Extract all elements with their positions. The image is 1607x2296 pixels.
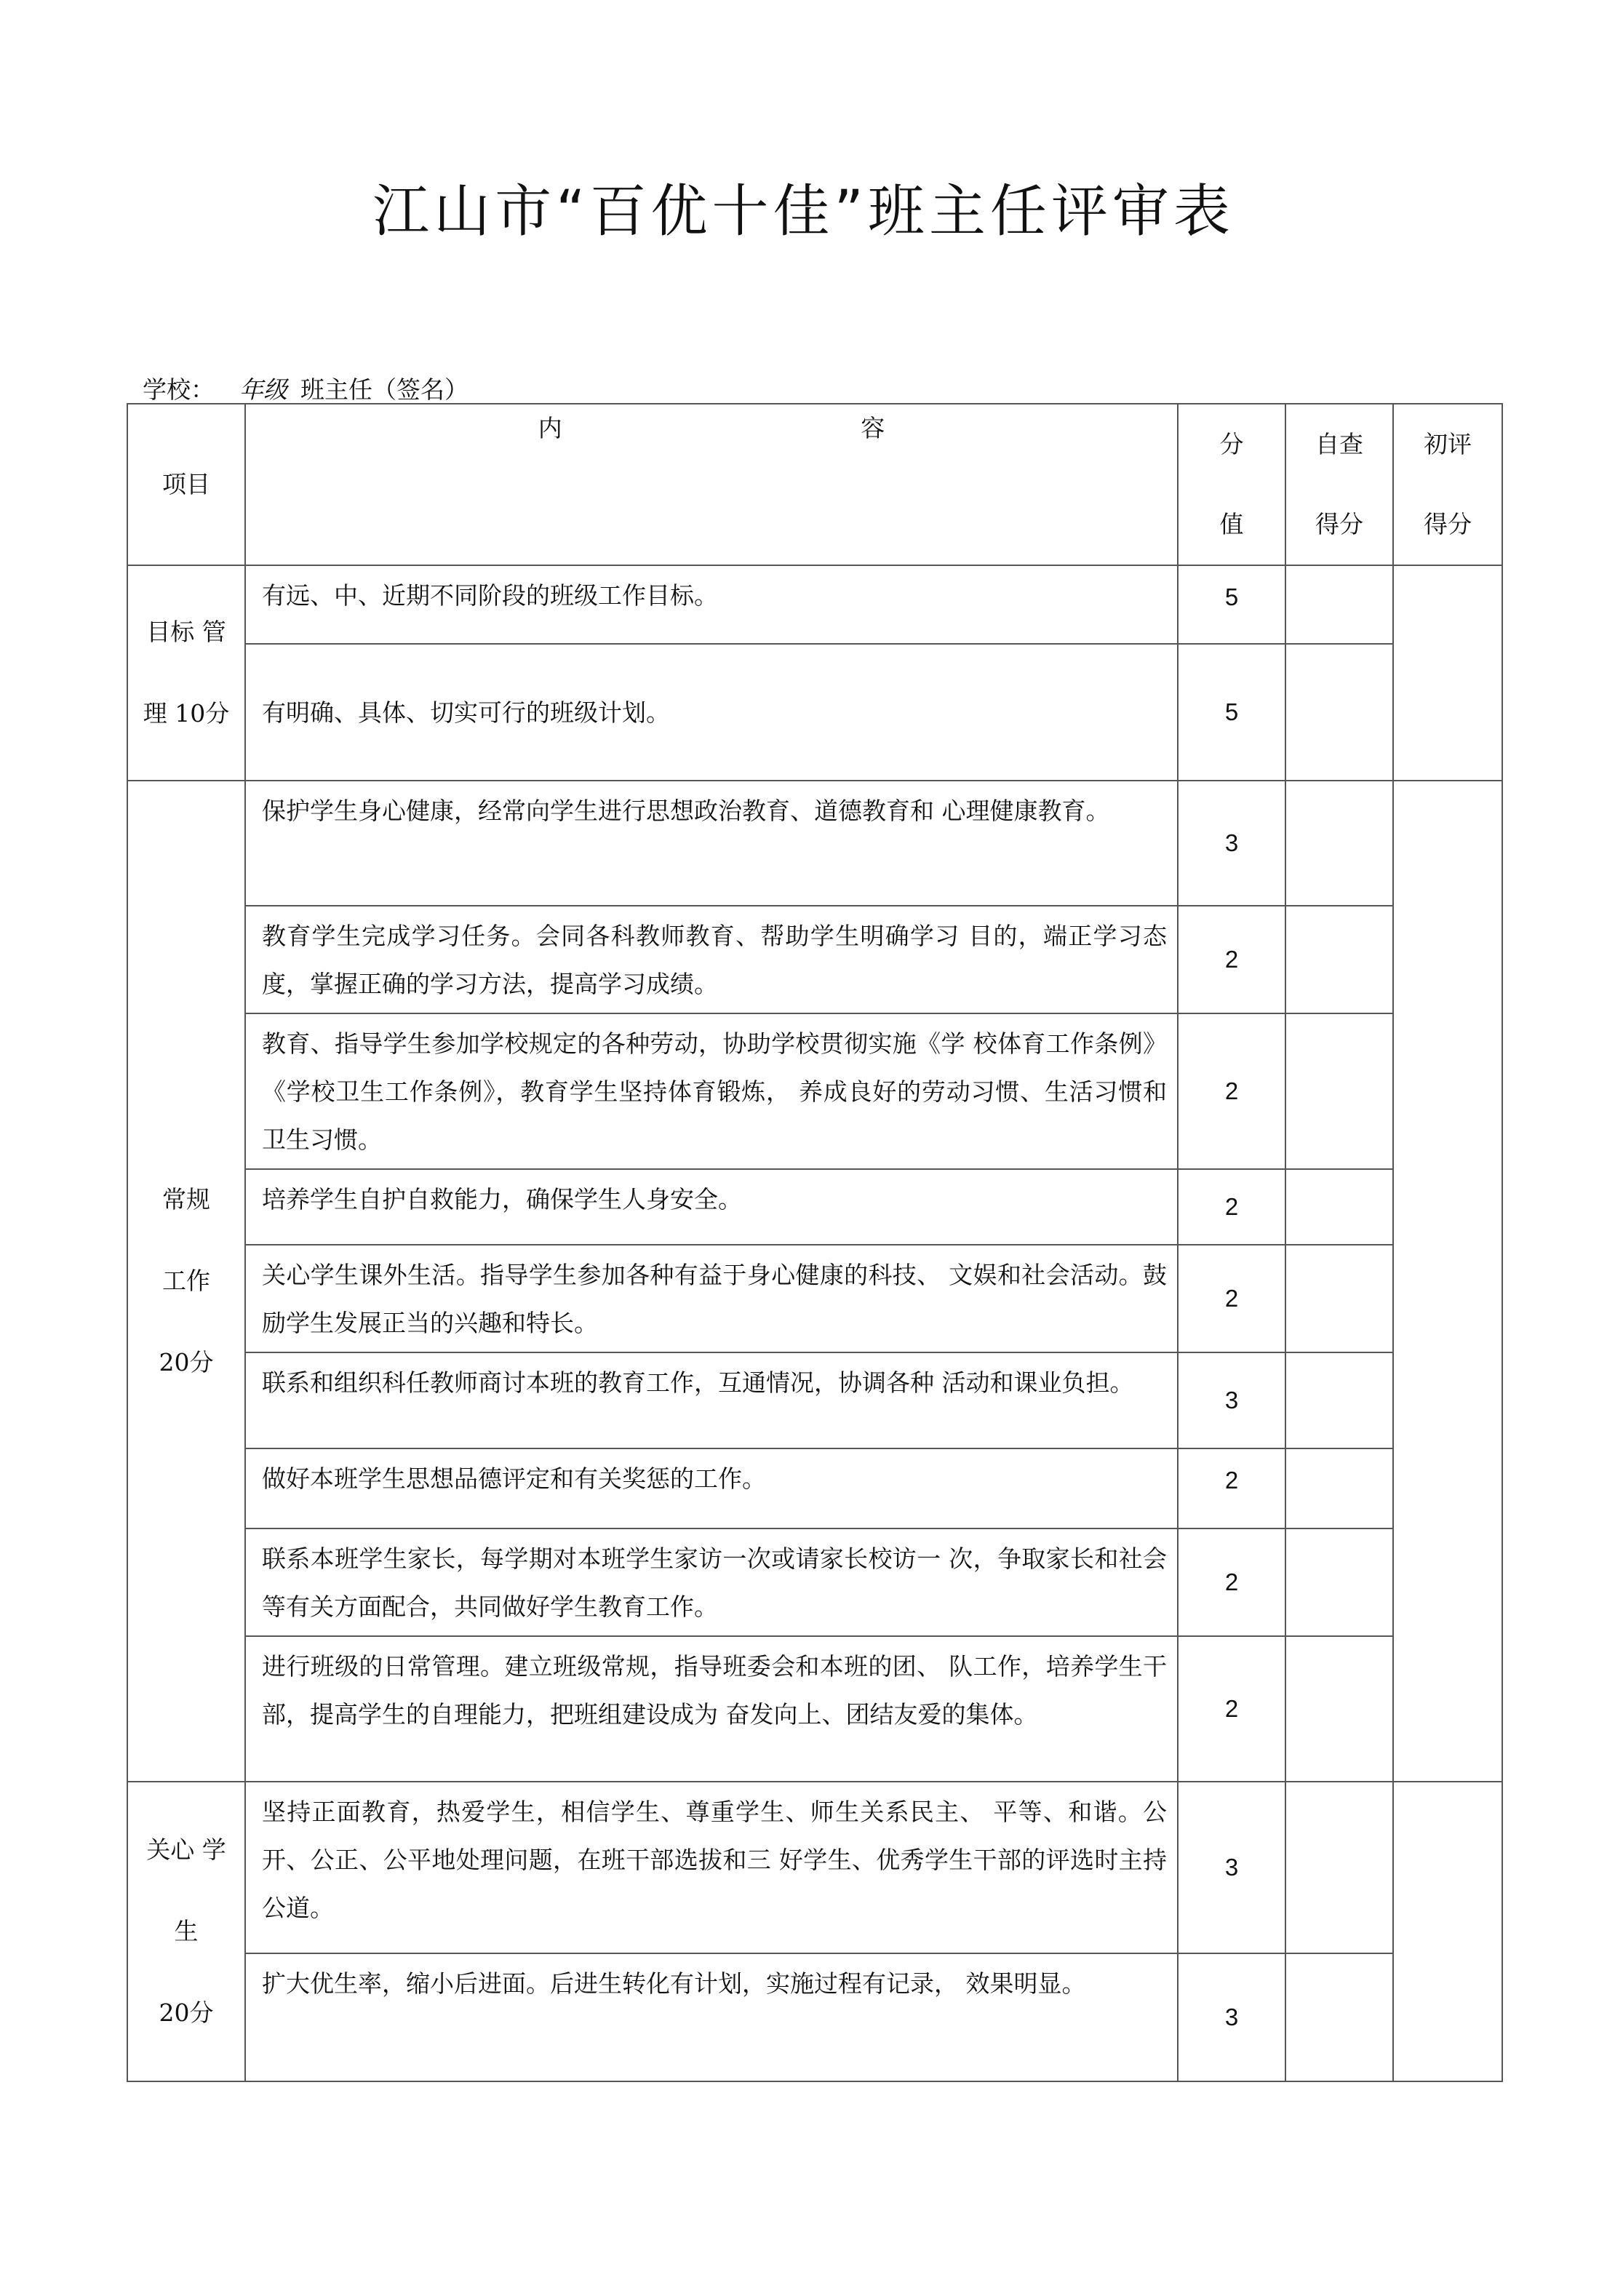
evaluation-table: [127, 403, 1503, 2082]
self-score-cell[interactable]: [1285, 1636, 1393, 1782]
table-row: [127, 1528, 1502, 1636]
self-score-cell[interactable]: [1285, 1448, 1393, 1528]
header-initial-review: 初评 得分: [1393, 404, 1502, 565]
initial-score-cell[interactable]: [1393, 565, 1502, 781]
category-cell: 关心 学 生 20分: [127, 1782, 245, 2081]
grade-label: 年级: [239, 375, 287, 404]
header-content: 内 容: [245, 404, 1178, 565]
content-cell: 有远、中、近期不同阶段的班级工作目标。: [245, 565, 1178, 644]
score-cell: 2: [1178, 1013, 1285, 1169]
score-cell: 3: [1178, 781, 1285, 906]
self-score-cell[interactable]: [1285, 1245, 1393, 1352]
table-row: [127, 1245, 1502, 1352]
teacher-signature-label: 班主任（签名）: [300, 375, 468, 404]
table-row: [127, 906, 1502, 1013]
content-cell: 保护学生身心健康，经常向学生进行思想政治教育、道德教育和 心理健康教育。: [245, 781, 1178, 906]
header-project: 项目: [127, 404, 245, 565]
table-row: [127, 565, 1502, 644]
content-cell: 联系和组织科任教师商讨本班的教育工作，互通情况，协调各种 活动和课业负担。: [245, 1352, 1178, 1448]
header-row: [127, 404, 1502, 565]
table-row: [127, 1013, 1502, 1169]
self-score-cell[interactable]: [1285, 565, 1393, 644]
score-cell: 2: [1178, 1636, 1285, 1782]
content-cell: 联系本班学生家长，每学期对本班学生家访一次或请家长校访一 次，争取家长和社会等有关方面配合，共同做好学生教育工作。: [245, 1528, 1178, 1636]
score-cell: 2: [1178, 906, 1285, 1013]
self-score-cell[interactable]: [1285, 1352, 1393, 1448]
content-cell: 培养学生自护自救能力，确保学生人身安全。: [245, 1169, 1178, 1245]
table-row: [127, 1169, 1502, 1245]
content-cell: 关心学生课外生活。指导学生参加各种有益于身心健康的科技、 文娱和社会活动。鼓励学生发展正当的兴趣和特长。: [245, 1245, 1178, 1352]
form-meta-line: [143, 371, 468, 405]
initial-score-cell[interactable]: [1393, 1782, 1502, 2081]
self-score-cell[interactable]: [1285, 1953, 1393, 2081]
table-row: [127, 1953, 1502, 2081]
table-row: [127, 1352, 1502, 1448]
header-score: 分 值: [1178, 404, 1285, 565]
table-row: [127, 1636, 1502, 1782]
header-self-check: 自查 得分: [1285, 404, 1393, 565]
score-cell: 2: [1178, 1448, 1285, 1528]
score-cell: 3: [1178, 1782, 1285, 1953]
score-cell: 5: [1178, 565, 1285, 644]
score-cell: 2: [1178, 1528, 1285, 1636]
score-cell: 3: [1178, 1352, 1285, 1448]
content-cell: 教育、指导学生参加学校规定的各种劳动，协助学校贯彻实施《学 校体育工作条例》《学校卫生工作条例》，教育学生坚持体育锻炼， 养成良好的劳动习惯、生活习惯和卫生习惯。: [245, 1013, 1178, 1169]
table-row: [127, 781, 1502, 906]
content-cell: 教育学生完成学习任务。会同各科教师教育、帮助学生明确学习 目的，端正学习态度，掌握正确的学习方法，提高学习成绩。: [245, 906, 1178, 1013]
table-row: [127, 1782, 1502, 1953]
self-score-cell[interactable]: [1285, 1528, 1393, 1636]
content-cell: 做好本班学生思想品德评定和有关奖惩的工作。: [245, 1448, 1178, 1528]
score-cell: 3: [1178, 1953, 1285, 2081]
school-label: 学校：: [143, 375, 215, 404]
content-cell: 进行班级的日常管理。建立班级常规，指导班委会和本班的团、 队工作，培养学生干部，提高学生的自理能力，把班组建设成为 奋发向上、团结友爱的集体。: [245, 1636, 1178, 1782]
self-score-cell[interactable]: [1285, 1782, 1393, 1953]
content-cell: 扩大优生率，缩小后进面。后进生转化有计划，实施过程有记录， 效果明显。: [245, 1953, 1178, 2081]
content-cell: 坚持正面教育，热爱学生，相信学生、尊重学生、师生关系民主、 平等、和谐。公开、公正、公平地处理问题，在班干部选拔和三 好学生、优秀学生干部的评选时主持公道。: [245, 1782, 1178, 1953]
content-cell: 有明确、具体、切实可行的班级计划。: [245, 644, 1178, 781]
category-cell: 目标 管 理 10分: [127, 565, 245, 781]
category-cell: 常规 工作 20分: [127, 781, 245, 1782]
score-cell: 5: [1178, 644, 1285, 781]
self-score-cell[interactable]: [1285, 644, 1393, 781]
self-score-cell[interactable]: [1285, 781, 1393, 906]
table-row: [127, 1448, 1502, 1528]
page-title: 江山市“百优十佳”班主任评审表: [372, 179, 1235, 244]
score-cell: 2: [1178, 1245, 1285, 1352]
self-score-cell[interactable]: [1285, 1169, 1393, 1245]
initial-score-cell[interactable]: [1393, 781, 1502, 1782]
score-cell: 2: [1178, 1169, 1285, 1245]
self-score-cell[interactable]: [1285, 1013, 1393, 1169]
self-score-cell[interactable]: [1285, 906, 1393, 1013]
table-row: [127, 644, 1502, 781]
